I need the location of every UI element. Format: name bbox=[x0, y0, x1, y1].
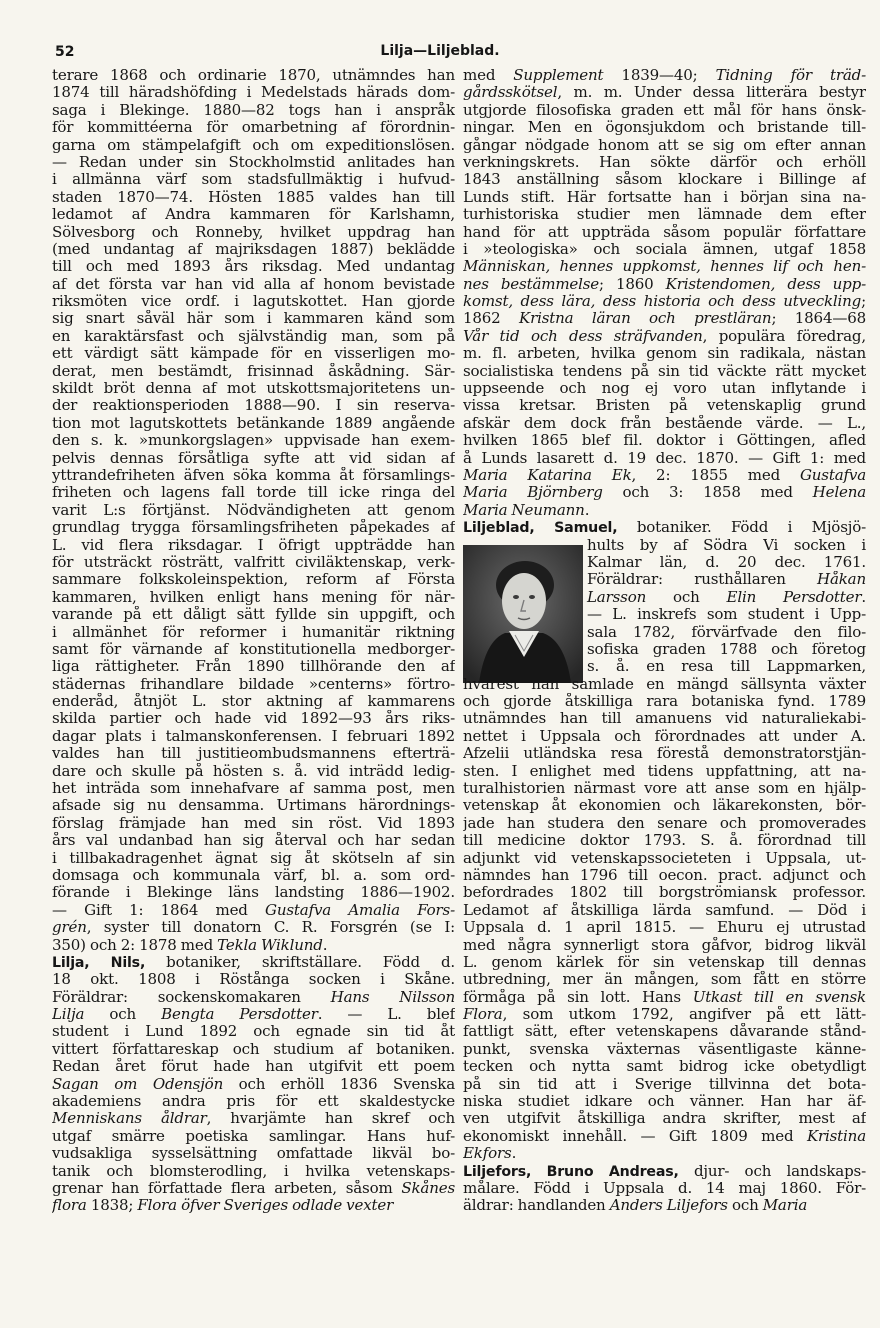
left-column-line: sammare folkskoleinspektion, reform af Första bbox=[52, 571, 455, 589]
right-column-line: hvarest han samlade en mängd sällsynta växter bbox=[463, 675, 866, 693]
right-column-line: hand för att uppträda såsom populär författare bbox=[463, 223, 866, 241]
left-column-line: het inträda som innehafvare af samma post, men bbox=[52, 780, 455, 798]
left-column-line: Lilja och Bengta Persdotter. — L. blef bbox=[52, 1006, 455, 1024]
left-column-line: student i Lund 1892 och egnade sin tid åt bbox=[52, 1023, 455, 1041]
right-column-line: Ekfors. bbox=[463, 1145, 517, 1163]
right-column-line: i »teologiska» och sociala ämnen, utgaf 1858 bbox=[463, 240, 866, 258]
right-column-line: förmåga på sin lott. Hans Utkast till en svensk bbox=[463, 988, 866, 1006]
left-column-line: dare och skulle på hösten s. å. vid inträdd ledig- bbox=[52, 762, 455, 780]
right-column-line: Maria Katarina Ek, 2: 1855 med Gustafva bbox=[463, 466, 866, 484]
left-column-line: vudsakliga sysselsättning omfattade likväl bo- bbox=[52, 1145, 455, 1163]
right-column-line: nämndes han 1796 till oecon. pract. adjunct och bbox=[463, 866, 866, 884]
right-column-line: turalhistorien närmast vore att anse som en hjälp- bbox=[463, 780, 866, 798]
right-column-line: Afzelii utländska resa förestå demonstratorstjän- bbox=[463, 745, 866, 763]
right-column-line: befordrades 1802 till borgströmiansk professor. bbox=[463, 884, 866, 902]
right-column-line: Liljefors, Bruno Andreas, djur- och landskaps- bbox=[463, 1162, 866, 1180]
right-column-line: målare. Född i Uppsala d. 14 maj 1860. För- bbox=[463, 1180, 866, 1197]
right-column-line: niska studiet idkare och vänner. Han har äf- bbox=[463, 1093, 866, 1111]
right-column-line: punkt, svenska växternas väsentligaste känne- bbox=[463, 1040, 866, 1058]
left-column-line: vittert författareskap och studium af botaniken. bbox=[52, 1040, 455, 1058]
right-column-line: sofiska graden 1788 och företog bbox=[587, 640, 866, 658]
right-column-line: ven utgifvit åtskilliga andra skrifter, mest af bbox=[463, 1110, 866, 1128]
right-column-line: fattligt sätt, efter vetenskapens dåvarande stånd- bbox=[463, 1023, 866, 1041]
right-column-line: Människan, hennes uppkomst, hennes lif och hen- bbox=[463, 258, 866, 276]
left-column-line: förslag främjade han med sin röst. Vid 1893 bbox=[52, 814, 455, 832]
right-column-line: gångar nödgade honom att se sig om efter annan bbox=[463, 136, 866, 154]
right-column-line: Flora, som utkom 1792, angifver på ett lätt- bbox=[463, 1006, 866, 1024]
right-column-line: turhistoriska studier men lämnade dem efter bbox=[463, 206, 866, 224]
left-column-line: akademiens andra pris för ett skaldestycke bbox=[52, 1093, 455, 1111]
left-column-line: dagar plats i talmanskonferensen. I februari 1892 bbox=[52, 727, 455, 745]
left-column-line: i tillbakadragenhet ägnat sig åt skötseln af sin bbox=[52, 849, 455, 867]
right-column-line: gårdsskötsel, m. m. Under dessa litterära bestyr bbox=[463, 84, 866, 102]
left-column-line: tion mot lagutskottets betänkande 1889 angående bbox=[52, 414, 455, 432]
left-column-line: varande på ett dåligt sätt fyllde sin uppgift, och bbox=[52, 606, 455, 624]
right-column-line: Vår tid och dess sträfvanden, populära föredrag, bbox=[463, 327, 866, 345]
right-column-line: och gjorde åtskilliga rara botaniska fynd. 1789 bbox=[463, 693, 866, 711]
left-column-line: terare 1868 och ordinarie 1870, utnämndes han bbox=[52, 67, 455, 84]
left-column-line: valdes han till justitieombudsmannens efterträ- bbox=[52, 745, 455, 763]
left-column-line: staden 1870—74. Hösten 1885 valdes han till bbox=[52, 188, 455, 206]
right-column-line: Kalmar län, d. 20 dec. 1761. bbox=[587, 553, 866, 571]
left-column-line: kammaren, hvilken enligt hans mening för när- bbox=[52, 588, 455, 606]
left-column-line: Menniskans åldrar, hvarjämte han skref och bbox=[52, 1110, 455, 1128]
left-column-line: 350) och 2: 1878 med Tekla Wiklund. bbox=[52, 936, 328, 954]
left-column-line: — Gift 1: 1864 med Gustafva Amalia Fors- bbox=[52, 901, 455, 919]
left-column-line: den s. k. »munkorgslagen» uppvisade han exem- bbox=[52, 432, 455, 450]
left-column-line: derat, men bestämdt, frisinnad åskådning. Sär- bbox=[52, 362, 455, 380]
right-column-line: komst, dess lära, dess historia och dess utveckling; bbox=[463, 293, 866, 311]
right-column-line: jade han studera den senare och promoverades bbox=[463, 814, 866, 832]
left-column-line: i allmänna värf som stadsfullmäktig i hufvud- bbox=[52, 171, 455, 189]
left-column-line: friheten och lagens fall torde till icke ringa del bbox=[52, 484, 455, 502]
left-column-line: städernas frihandlare bildade »centerns» förtro- bbox=[52, 675, 455, 693]
right-column-line: — L. inskrefs som student i Upp- bbox=[587, 606, 866, 624]
left-column-line: tanik och blomsterodling, i hvilka vetenskaps- bbox=[52, 1162, 455, 1180]
left-column-line: grenar han författade flera arbeten, såsom Skånes bbox=[52, 1180, 455, 1197]
left-column-line: till och med 1893 års riksdag. Med undantag bbox=[52, 258, 455, 276]
left-column-line: (med undantag af majriksdagen 1887) beklädde bbox=[52, 240, 455, 258]
left-column-line: Lilja, Nils, botaniker, skriftställare. Född d. bbox=[52, 953, 455, 971]
left-column-line: skildt bröt denna af mot utskottsmajoritetens un- bbox=[52, 380, 455, 398]
right-column-line: hults by af Södra Vi socken i bbox=[587, 536, 866, 554]
left-column-line: för utsträckt rösträtt, valfritt civiläktenskap, verk- bbox=[52, 553, 455, 571]
right-column-line: till medicine doktor 1793. S. å. förordnad till bbox=[463, 832, 866, 850]
right-column-line: Liljeblad, Samuel, botaniker. Född i Mjösjö- bbox=[463, 519, 866, 537]
left-column-line: skilda partier och hade vid 1892—93 års riks- bbox=[52, 710, 455, 728]
right-column-line: 1862 Kristna läran och prestläran; 1864—68 bbox=[463, 310, 866, 328]
right-column-line: Lunds stift. Här fortsatte han i början sina na- bbox=[463, 188, 866, 206]
left-column-line: för kommittéerna för omarbetning af förordnin- bbox=[52, 119, 455, 137]
left-column-line: Sölvesborg och Ronneby, hvilket uppdrag han bbox=[52, 223, 455, 241]
right-column-line: på sin tid att i Sverige tillvinna det bota- bbox=[463, 1075, 866, 1093]
left-column-line: afsade sig nu densamma. Urtimans härordnings- bbox=[52, 797, 455, 815]
running-head: Lilja—Liljeblad. bbox=[380, 43, 500, 59]
left-column-line: riksmöten vice ordf. i lagutskottet. Han gjorde bbox=[52, 293, 455, 311]
left-column-line: sig snart såväl här som i kammaren känd som bbox=[52, 310, 455, 328]
right-column-line: L. genom kärlek för sin vetenskap till dennas bbox=[463, 953, 866, 971]
left-column-line: ett värdigt sätt kämpade för en visserligen mo- bbox=[52, 345, 455, 363]
right-column-line: utgjorde filosofiska graden ett mål för hans önsk- bbox=[463, 101, 866, 119]
left-column-line: förande i Blekinge läns landsting 1886—1902. bbox=[52, 884, 455, 902]
left-column-line: samt för värnande af konstitutionella medborger- bbox=[52, 640, 455, 658]
right-column-line: 1843 anställning såsom klockare i Billinge af bbox=[463, 171, 866, 189]
right-column-line: med några synnerligt stora gåfvor, bidrog likväl bbox=[463, 936, 866, 954]
right-column-line: ningar. Men en ögonsjukdom och bristande till- bbox=[463, 119, 866, 137]
right-column-line: ekonomiskt innehåll. — Gift 1809 med Kristina bbox=[463, 1127, 866, 1145]
right-column-line: vetenskap åt ekonomien och läkarekonsten, bör- bbox=[463, 797, 866, 815]
left-column-line: af det första var han vid alla af honom bevistade bbox=[52, 275, 455, 293]
right-column-line: med Supplement 1839—40; Tidning för träd- bbox=[463, 67, 866, 84]
left-column bbox=[52, 67, 455, 1215]
left-column-line: 1874 till häradshöfding i Medelstads härads dom- bbox=[52, 84, 455, 102]
right-column-line: sten. I enlighet med tidens uppfattning, att na- bbox=[463, 762, 866, 780]
left-column-line: 18 okt. 1808 i Röstånga socken i Skåne. bbox=[52, 971, 455, 989]
left-column-line: garna om stämpelafgift och om expeditionslösen. bbox=[52, 136, 455, 154]
right-column-line: verkningskrets. Han sökte därför och erhöll bbox=[463, 153, 866, 171]
left-column-line: grundlag trygga församlingsfriheten påpekades af bbox=[52, 519, 455, 537]
left-column-line: L. vid flera riksdagar. I öfrigt uppträdde han bbox=[52, 536, 455, 554]
right-column-line: utbredning, mer än mången, som fått en större bbox=[463, 971, 866, 989]
left-column-line: — Redan under sin Stockholmstid anlitades han bbox=[52, 153, 455, 171]
left-column-line: utgaf smärre poetiska samlingar. Hans huf- bbox=[52, 1127, 455, 1145]
left-column-line: saga i Blekinge. 1880—82 togs han i anspråk bbox=[52, 101, 455, 119]
right-column-line: uppseende och nog ej voro utan inflytande i bbox=[463, 380, 866, 398]
left-column-line: domsaga och kommunala värf, bl. a. som ord- bbox=[52, 866, 455, 884]
right-column-line: Maria Björnberg och 3: 1858 med Helena bbox=[463, 484, 866, 502]
right-column-line: tecken och nytta samt bidrog icke obetydligt bbox=[463, 1058, 866, 1076]
right-column-line: s. å. en resa till Lappmarken, bbox=[587, 658, 866, 676]
left-column-line: yttrandefriheten äfven söka komma åt församlings- bbox=[52, 466, 455, 484]
left-column-line: enderåd, åtnjöt L. stor aktning af kammarens bbox=[52, 693, 455, 711]
left-column-line: varit L:s förtjänst. Nödvändigheten att genom bbox=[52, 501, 455, 519]
left-column-line: en karaktärsfast och självständig man, som på bbox=[52, 327, 455, 345]
right-column-line: Föräldrar: rusthållaren Håkan bbox=[587, 571, 866, 589]
left-column-line: flora 1838; Flora öfver Sveriges odlade vexter bbox=[52, 1197, 394, 1215]
page-number: 52 bbox=[55, 44, 75, 60]
right-column-line: m. fl. arbeten, hvilka genom sin radikala, nästan bbox=[463, 345, 866, 363]
right-column bbox=[463, 67, 866, 1215]
left-column-line: i allmänhet för reformer i humanitär riktning bbox=[52, 623, 455, 641]
right-column-line: Maria Neumann. bbox=[463, 501, 590, 519]
left-column-line: års val undanbad han sig återval och har sedan bbox=[52, 832, 455, 850]
left-column-line: grén, syster till donatorn C. R. Forsgrén (se I: bbox=[52, 919, 455, 937]
left-column-line: liga rättigheter. Från 1890 tillhörande den af bbox=[52, 658, 455, 676]
right-column-line: sala 1782, förvärfvade den filo- bbox=[587, 623, 866, 641]
left-column-line: Föräldrar: sockenskomakaren Hans Nilsson bbox=[52, 988, 455, 1006]
right-column-line: Ledamot af åtskilliga lärda samfund. — Död i bbox=[463, 901, 866, 919]
right-column-line: nettet i Uppsala och förordnades att under A. bbox=[463, 727, 866, 745]
right-column-line: afskär dem dock från bestående värde. — L., bbox=[463, 414, 866, 432]
right-column-line: socialistiska tendens på sin tid väckte rätt mycket bbox=[463, 362, 866, 380]
right-column-line: adjunkt vid vetenskapssocieteten i Uppsala, ut- bbox=[463, 849, 866, 867]
left-column-line: Sagan om Odensjön och erhöll 1836 Svenska bbox=[52, 1075, 455, 1093]
right-column-line: nes bestämmelse; 1860 Kristendomen, dess upp- bbox=[463, 275, 866, 293]
right-column-line: å Lunds lasarett d. 19 dec. 1870. — Gift 1: med bbox=[463, 449, 866, 467]
right-column-line: Uppsala d. 1 april 1815. — Ehuru ej utrustad bbox=[463, 919, 866, 937]
left-column-line: ledamot af Andra kammaren för Karlshamn, bbox=[52, 206, 455, 224]
right-column-line: vissa kretsar. Bristen på vetenskaplig grund bbox=[463, 397, 866, 415]
right-column-line: äldrar: handlanden Anders Liljefors och Maria bbox=[463, 1197, 808, 1215]
right-column-line: utnämndes han till amanuens vid naturaliekabi- bbox=[463, 710, 866, 728]
left-column-line: pelvis dennas försåtliga syfte att vid sidan af bbox=[52, 449, 455, 467]
left-column-line: Redan året förut hade han utgifvit ett poem bbox=[52, 1058, 455, 1076]
right-column-line: hvilken 1865 blef fil. doktor i Göttingen, afled bbox=[463, 432, 866, 450]
left-column-line: der reaktionsperioden 1888—90. I sin reserva- bbox=[52, 397, 455, 415]
right-column-line: Larsson och Elin Persdotter. bbox=[587, 588, 866, 606]
